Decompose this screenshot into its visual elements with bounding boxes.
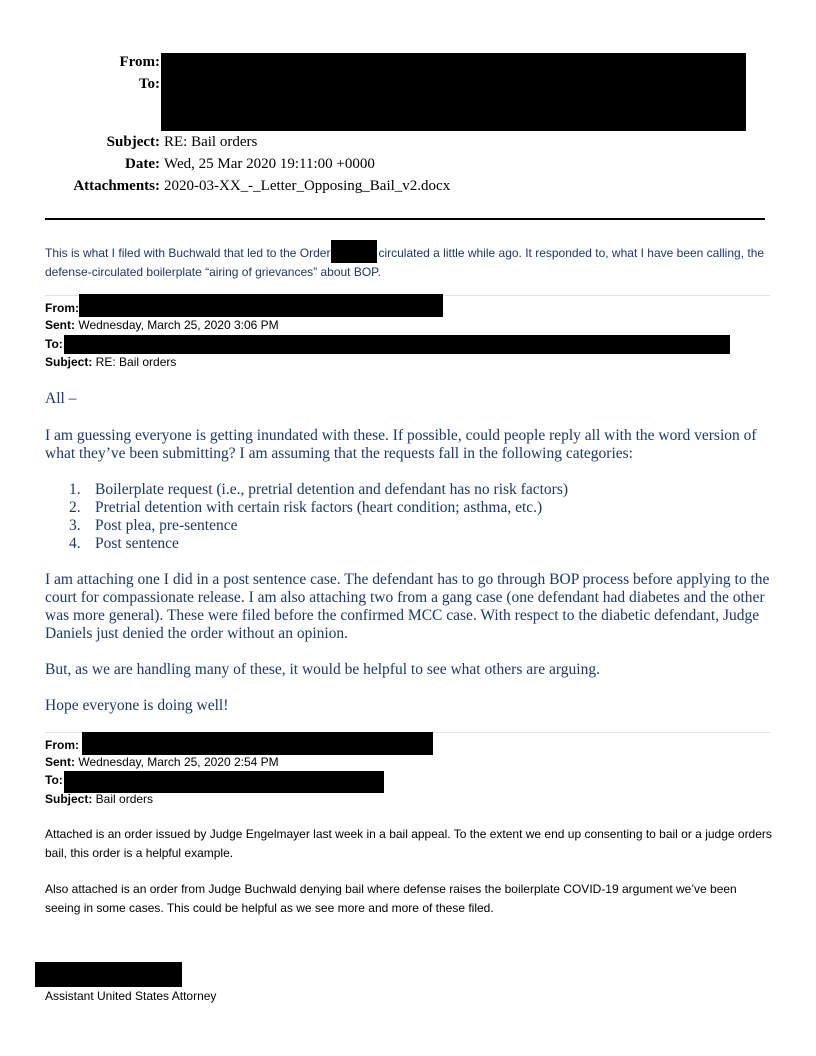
redaction-block	[82, 732, 433, 755]
greeting: All –	[45, 390, 77, 407]
message-1-subject	[45, 354, 176, 371]
subject-value: RE: Bail orders	[164, 134, 258, 150]
message-2-to	[45, 772, 63, 789]
message-2-paragraph: Attached is an order issued by Judge Engelmayer last week in a bail appeal. To the extent we end up consenting to bail or a judge orders bail, this order is a helpful example.	[45, 827, 772, 860]
sent-value: Wednesday, March 25, 2020 2:54 PM	[75, 755, 279, 769]
message-2-paragraph: Also attached is an order from Judge Buchwald denying bail where defense raises the boilerplate COVID-19 argument we’ve been seeing in some cases. This could be helpful as we see more and more of these filed.	[45, 882, 737, 915]
message-2-from	[45, 737, 79, 754]
redaction-block	[64, 335, 730, 354]
redaction-block	[79, 294, 443, 317]
reply-body	[45, 240, 770, 281]
subject-value: Bail orders	[92, 792, 154, 806]
header-divider	[45, 218, 765, 220]
list-item: 4. Post sentence	[69, 535, 179, 552]
redaction-block	[64, 771, 384, 793]
message-1-from	[45, 300, 79, 317]
attachments-label: Attachments:	[73, 178, 160, 194]
sent-label: Sent:	[45, 318, 75, 332]
subject-label: Subject:	[106, 134, 160, 150]
reply-text-after: circulated a little while ago. It responded to, what I have been calling, the defense-circulated boilerplate “airing of grievances” about BOP.	[45, 246, 765, 279]
list-item: 3. Post plea, pre-sentence	[69, 517, 238, 534]
list-item: 1. Boilerplate request (i.e., pretrial detention and defendant has no risk factors)	[69, 481, 569, 498]
from-label: From:	[119, 54, 160, 70]
message-2-sent	[45, 754, 279, 771]
to-label: To:	[45, 773, 63, 787]
attachment-link[interactable]: 2020-03-XX_-_Letter_Opposing_Bail_v2.docx	[164, 178, 451, 194]
message-1-paragraph: I am guessing everyone is getting inundated with these. If possible, could people reply all with the word version of what they’ve been submitting? I am assuming that the requests fall in the following categories:	[45, 427, 757, 462]
sent-label: Sent:	[45, 755, 75, 769]
date-value: Wed, 25 Mar 2020 19:11:00 +0000	[164, 156, 375, 172]
message-1-paragraph: But, as we are handling many of these, it would be helpful to see what others are arguing.	[45, 661, 600, 678]
subject-value: RE: Bail orders	[92, 355, 177, 369]
to-label: To:	[45, 337, 63, 351]
sent-value: Wednesday, March 25, 2020 3:06 PM	[75, 318, 279, 332]
redaction-block	[161, 53, 746, 131]
category-list	[45, 481, 745, 553]
date-label: Date:	[125, 156, 160, 172]
redaction-block	[331, 240, 377, 263]
to-label: To:	[138, 76, 160, 92]
from-label: From:	[45, 738, 79, 752]
list-item: 2. Pretrial detention with certain risk factors (heart condition; asthma, etc.)	[69, 499, 543, 516]
reply-text-before: This is what I filed with Buchwald that led to the Order	[45, 246, 331, 260]
subject-label: Subject:	[45, 355, 93, 369]
signature-title: Assistant United States Attorney	[45, 989, 217, 1003]
message-1-sent	[45, 317, 279, 334]
message-2-subject	[45, 791, 153, 808]
message-1-to	[45, 336, 63, 353]
message-1-paragraph: Hope everyone is doing well!	[45, 697, 229, 714]
message-1-paragraph: I am attaching one I did in a post sentence case. The defendant has to go through BOP process before applying to the court for compassionate release. I am also attaching two from a gang case (one defendant had diabetes and the other was more general). These were filed before the confirmed MCC case. With respect to the diabetic defendant, Judge Daniels just denied the order without an opinion.	[45, 571, 770, 642]
redaction-block	[35, 962, 182, 987]
subject-label: Subject:	[45, 792, 93, 806]
from-label: From:	[45, 301, 79, 315]
